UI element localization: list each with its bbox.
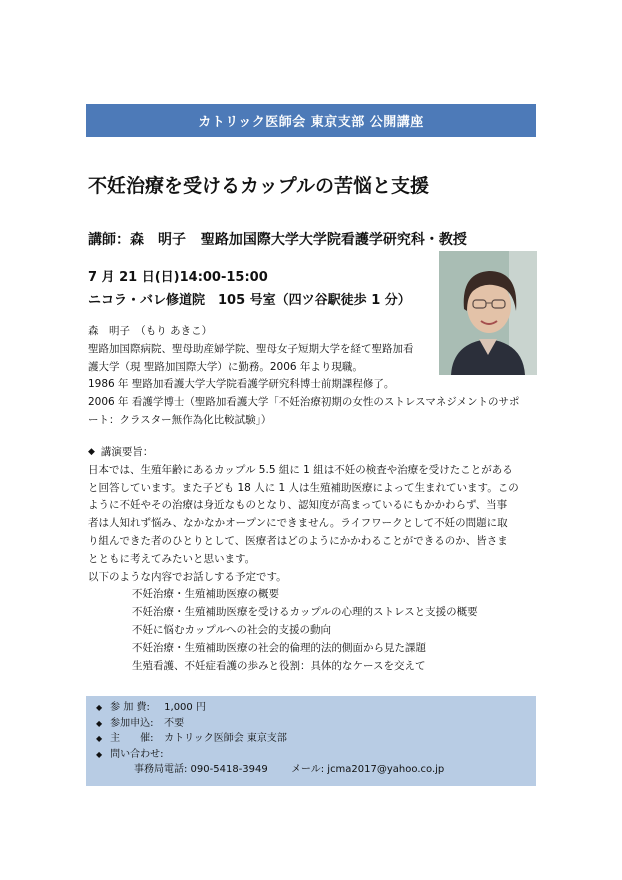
diamond-bullet-icon: ◆: [96, 749, 103, 759]
apply-label: 参加申込:: [110, 717, 154, 729]
header-band-text: カトリック医師会 東京支部 公開講座: [198, 115, 424, 130]
lecturer-label: 講師：森 明子: [88, 232, 186, 248]
summary-line: 日本では、生殖年齢にあるカップル 5.5 組に 1 組は不妊の検査や治療を受けたことがある: [88, 463, 513, 476]
summary-heading-text: 講演要旨：: [100, 446, 154, 458]
topic-item: 不妊治療・生殖補助医療の概要: [132, 588, 279, 601]
summary-line: 以下のような内容でお話しする予定です。: [88, 570, 287, 583]
event-venue: ニコラ・バレ修道院 105 号室（四ツ谷駅徒歩 1 分）: [88, 293, 411, 308]
lecturer-line: [88, 229, 477, 249]
lecturer-bio: [88, 323, 533, 430]
page-title: 不妊治療を受けるカップルの苦悩と支援: [88, 175, 430, 197]
header-band: [86, 104, 536, 137]
contact-label: 問い合わせ:: [110, 748, 164, 760]
bio-line: 2006 年 看護学博士（聖路加看護大学「不妊治療初期の女性のストレスマネジメントのサポ: [88, 396, 520, 409]
topic-item: 不妊治療・生殖補助医療の社会的倫理的法的側面から見た課題: [132, 641, 426, 654]
fee-label: 参 加 費:: [110, 702, 150, 713]
host-label: 主 催:: [110, 733, 154, 744]
event-date: 7 月 21 日(日)14:00-15:00: [88, 270, 268, 285]
lecture-summary: [88, 444, 538, 675]
host-value: カトリック医師会 東京支部: [164, 733, 287, 744]
contact-details: [96, 762, 536, 778]
summary-line: り組んできた者のひとりとして、医療者はどのようにかかわることができるのか、皆さま: [88, 534, 508, 547]
summary-line: 者は人知れず悩み、なかなかオープンにできません。ライフワークとして不妊の問題に取: [88, 517, 508, 530]
contact-email: メール: jcma2017@yahoo.co.jp: [290, 764, 445, 775]
bio-name: 森 明子 （もり あきこ）: [88, 325, 213, 337]
fee-value: 1,000 円: [164, 702, 206, 713]
apply-row: [96, 716, 536, 732]
diamond-bullet-icon: ◆: [88, 447, 95, 457]
bio-line: ート：クラスター無作為化比較試験」）: [88, 413, 272, 426]
summary-line: と回答しています。また子ども 18 人に 1 人は生殖補助医療によって生まれています。この: [88, 481, 519, 494]
fee-row: [96, 700, 536, 716]
topic-item: 不妊に悩むカップルへの社会的支援の動向: [132, 623, 331, 636]
bio-line: 護大学（現 聖路加国際大学）に勤務。2006 年より現職。: [88, 360, 363, 373]
bio-line: 聖路加国際病院、聖母助産婦学院、聖母女子短期大学を経て聖路加看: [88, 342, 414, 355]
host-row: [96, 731, 536, 747]
apply-value: 不要: [164, 717, 185, 729]
topic-item: 不妊治療・生殖補助医療を受けるカップルの心理的ストレスと支援の概要: [132, 606, 478, 619]
summary-line: とともに考えてみたいと思います。: [88, 552, 256, 565]
lecturer-affiliation: 聖路加国際大学大学院看護学研究科・教授: [200, 232, 467, 248]
diamond-bullet-icon: ◆: [96, 703, 103, 712]
topic-item: 生殖看護、不妊症看護の歩みと役割：具体的なケースを交えて: [132, 659, 426, 672]
diamond-bullet-icon: ◆: [96, 718, 103, 728]
topic-list: [88, 586, 538, 675]
summary-line: ように不妊やその治療は身近なものとなり、認知度が高まっているにもかかわらず、当事: [88, 499, 508, 512]
diamond-bullet-icon: ◆: [96, 734, 103, 743]
info-box: [86, 696, 536, 786]
summary-heading: [88, 444, 538, 462]
contact-phone: 事務局電話: 090-5418-3949: [134, 764, 268, 775]
bio-line: 1986 年 聖路加看護大学大学院看護学研究科博士前期課程修了。: [88, 378, 395, 391]
contact-row: [96, 747, 536, 763]
